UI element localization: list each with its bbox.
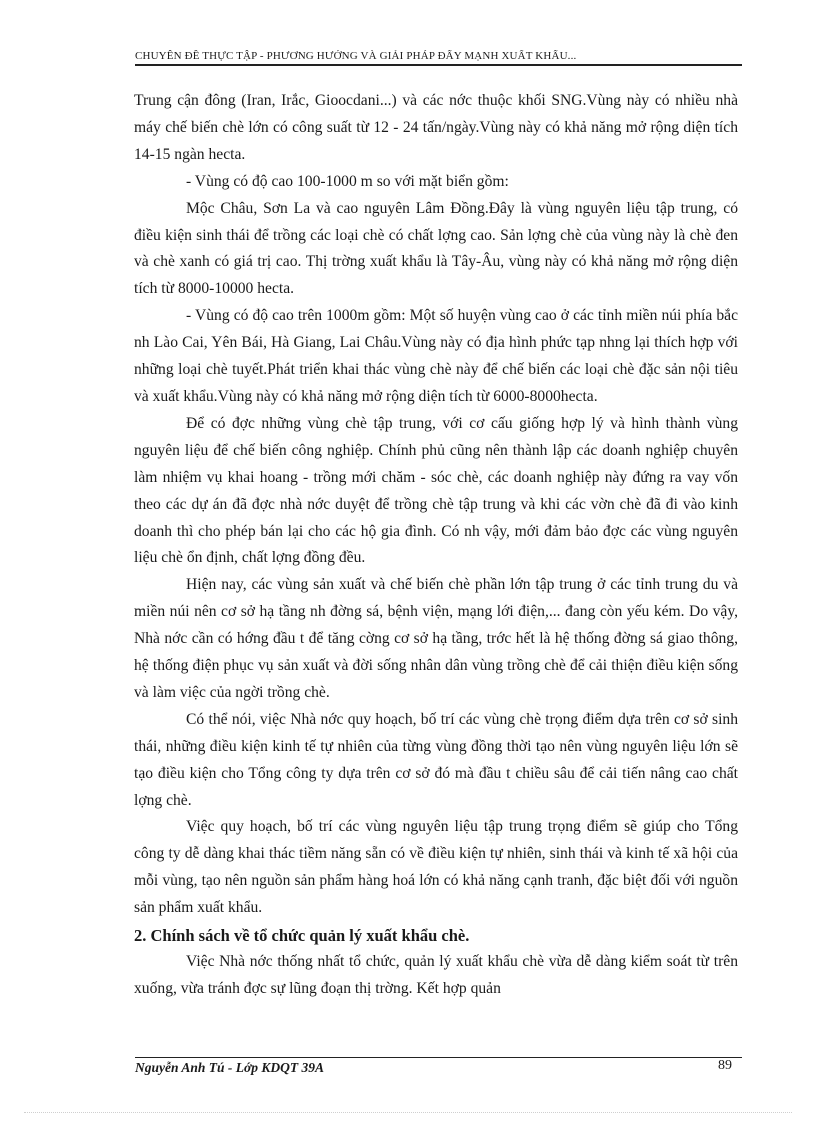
- paragraph-9: Việc Nhà nớc thống nhất tổ chức, quản lý xuất khẩu chè vừa dễ dàng kiểm soát từ trên xuống, vừa tránh đợc sự lũng đoạn thị trờng. Kết hợp quản: [134, 953, 738, 997]
- paragraph-6: Hiện nay, các vùng sản xuất và chế biến chè phần lớn tập trung ở các tỉnh trung du và miền núi nên cơ sở hạ tầng nh đờng sá, bệnh viện, mạng lới điện,... đang còn yếu kém. Do vậy, Nhà nớc cần có hớng đầu t để tăng cờng cơ sở hạ tầng, trớc hết là hệ thống đờng sá giao thông, hệ thống điện phục vụ sản xuất và đời sống nhân dân vùng trồng chè để cải thiện điều kiện sống và làm việc của ngời trồng chè.: [134, 576, 738, 701]
- paragraph-3: Mộc Châu, Sơn La và cao nguyên Lâm Đồng.Đây là vùng nguyên liệu tập trung, có điều kiện sinh thái để trồng các loại chè có chất lợng cao. Sản lợng chè của vùng này là chè đen và chè xanh có giá trị cao. Thị trờng xuất khẩu là Tây-Âu, vùng này có khả năng mở rộng diện tích từ 8000-10000 hecta.: [134, 199, 738, 298]
- paragraph-4: - Vùng có độ cao trên 1000m gồm: Một số huyện vùng cao ở các tỉnh miền núi phía bắc nh Lào Cai, Yên Bái, Hà Giang, Lai Châu.Vùng này có địa hình phức tạp nhng lại thích hợp với những loại chè tuyết.Phát triển khai thác vùng chè này để chế biến các loại chè đặc sản nội tiêu và xuất khẩu.Vùng này có khả năng mở rộng diện tích từ 6000-8000hecta.: [134, 307, 738, 405]
- header-divider: [135, 64, 742, 66]
- footer-author: Nguyễn Anh Tú - Lớp KDQT 39A: [135, 1060, 325, 1075]
- paragraph-1: Trung cận đông (Iran, Irắc, Gioocdani...) và các nớc thuộc khối SNG.Vùng này có nhiều nhà máy chế biến chè lớn có công suất từ 12 - 24 tấn/ngày.Vùng này có khả năng mở rộng diện tích 14-15 ngàn hecta.: [134, 92, 738, 163]
- body-text: [134, 88, 738, 1003]
- section-heading: 2. Chính sách về tổ chức quản lý xuất khẩu chè.: [134, 926, 470, 946]
- paragraph-5: Để có đợc những vùng chè tập trung, với cơ cấu giống hợp lý và hình thành vùng nguyên liệu để chế biến công nghiệp. Chính phủ cũng nên thành lập các doanh nghiệp chuyên làm nhiệm vụ khai hoang - trồng mới chăm - sóc chè, các doanh nghiệp này đứng ra vay vốn theo các dự án đã đợc nhà nớc duyệt để trồng chè tập trung và khi các vờn chè đã đi vào kinh doanh thì cho phép bán lại cho các hộ gia đình. Có nh vậy, mới đảm bảo đợc các vùng nguyên liệu chè ổn định, chất lợng đồng đều.: [134, 414, 738, 567]
- page-number: 89: [718, 1058, 732, 1073]
- running-header: CHUYÊN ĐỀ THỰC TẬP - PHƯƠNG HƯỚNG VÀ GIẢI PHÁP ĐẨY MẠNH XUẤT KHẨU...: [135, 50, 577, 62]
- paragraph-8: Việc quy hoạch, bố trí các vùng nguyên liệu tập trung trọng điểm sẽ giúp cho Tổng công ty dễ dàng khai thác tiềm năng sẵn có về điều kiện tự nhiên, sinh thái và kinh tế xã hội của mỗi vùng, tạo nên nguồn sản phẩm hàng hoá lớn có khả năng cạnh tranh, đặc biệt đối với nguồn sản phẩm xuất khẩu.: [134, 818, 738, 917]
- paragraph-2: - Vùng có độ cao 100-1000 m so với mặt biển gồm:: [186, 172, 509, 190]
- footer-divider: [135, 1057, 742, 1058]
- paragraph-7: Có thể nói, việc Nhà nớc quy hoạch, bố trí các vùng chè trọng điểm dựa trên cơ sở sinh thái, những điều kiện kinh tế tự nhiên của từng vùng đồng thời tạo nên vùng nguyên liệu lớn sẽ tạo điều kiện cho Tổng công ty dựa trên cơ sở đó mà đầu t chiều sâu để cải tiến nâng cao chất lợng chè.: [134, 710, 738, 809]
- bottom-dotted-line: [24, 1112, 792, 1113]
